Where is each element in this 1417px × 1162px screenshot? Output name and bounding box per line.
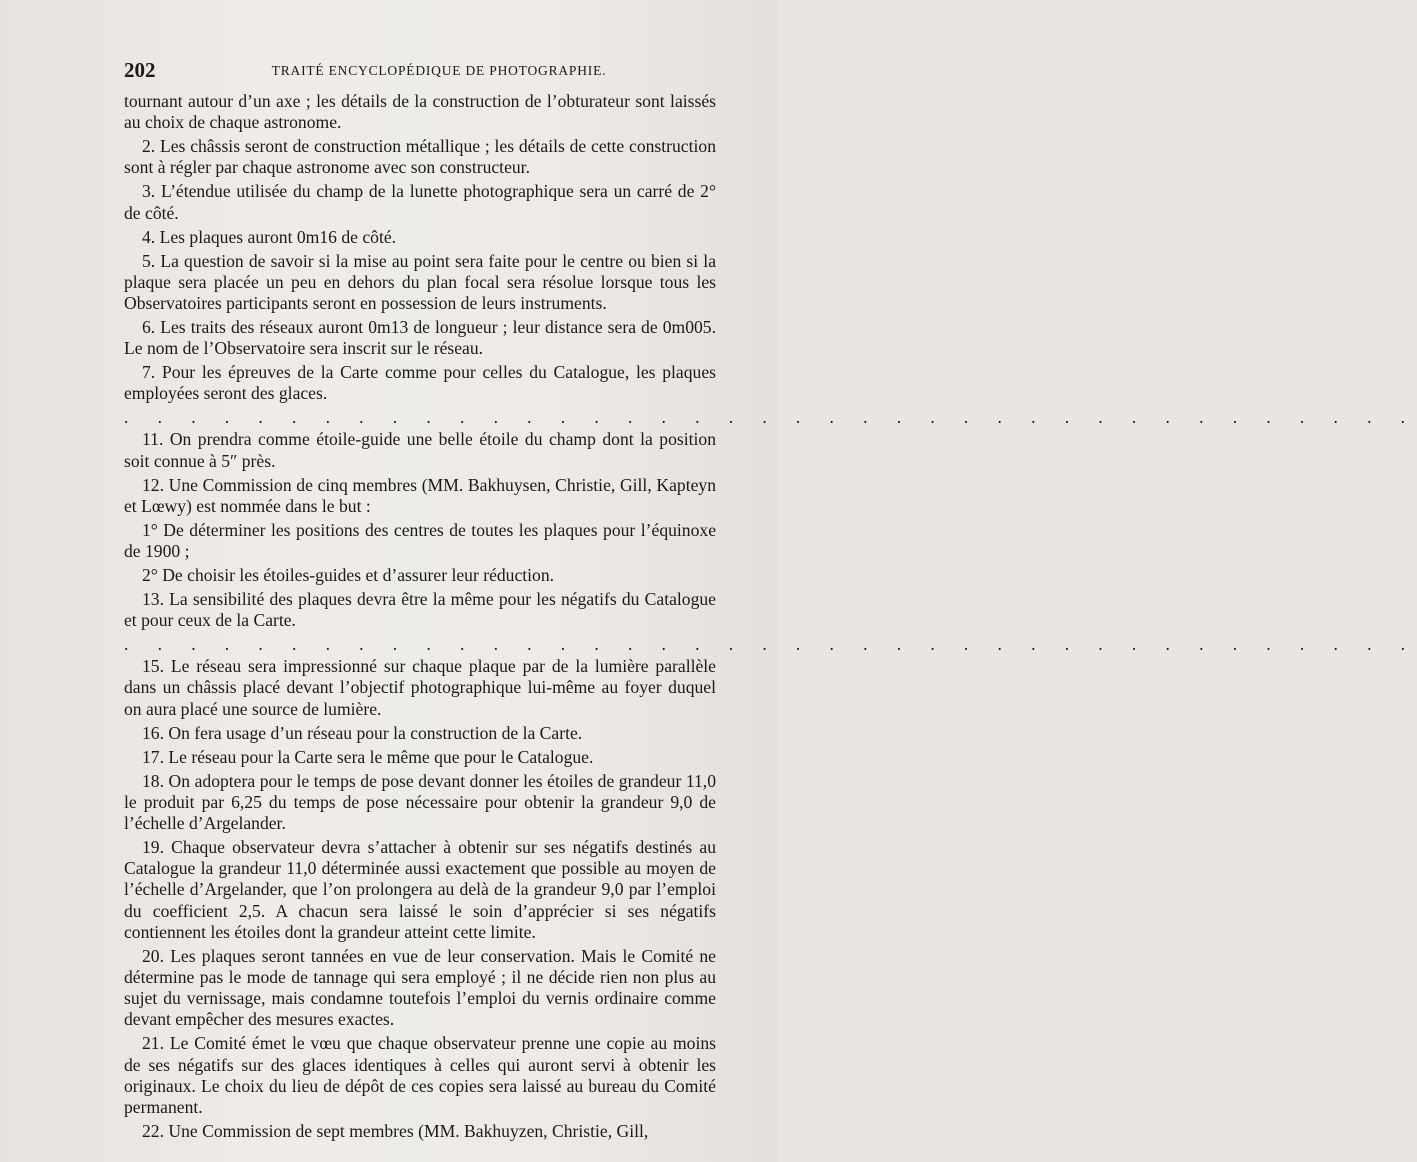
page-header	[124, 58, 716, 82]
running-title: TRAITÉ ENCYCLOPÉDIQUE DE PHOTOGRAPHIE.	[271, 63, 607, 78]
paragraph-11: 11. On prendra comme étoile-guide une belle étoile du champ dont la position soit connue à 5″ près.	[124, 429, 716, 471]
paragraph-3: 3. L’étendue utilisée du champ de la lunette photographique sera un carré de 2° de côté.	[124, 181, 716, 223]
paragraph-21: 21. Le Comité émet le vœu que chaque observateur prenne une copie au moins de ses négatifs sur des glaces identiques à celles qui auront servi à obtenir les originaux. Le choix du lieu de dépôt de ces copies sera laissé au bureau du Comité permanent.	[124, 1033, 716, 1118]
paragraph-5: 5. La question de savoir si la mise au point sera faite pour le centre ou bien si la plaque sera placée un peu en dehors du plan focal sera résolue lorsque tous les Observatoires participants seront en possession de leurs instruments.	[124, 250, 716, 314]
paragraph-12-item-1: 1° De déterminer les positions des centres de toutes les plaques pour l’équinoxe de 1900 ;	[124, 519, 716, 562]
paragraph-7: 7. Pour les épreuves de la Carte comme pour celles du Catalogue, les plaques employées seront des glaces.	[124, 362, 716, 404]
paragraph-continuation: tournant autour d’un axe ; les détails de la construction de l’obturateur sont laissés au choix de chaque astronome.	[124, 91, 716, 133]
paragraph-16: 16. On fera usage d’un réseau pour la construction de la Carte.	[142, 722, 583, 743]
paragraph-12-item-2: 2° De choisir les étoiles-guides et d’assurer leur réduction.	[142, 565, 555, 586]
paragraph-4: 4. Les plaques auront 0m16 de côté.	[142, 226, 397, 247]
paragraph-17: 17. Le réseau pour la Carte sera le même que pour le Catalogue.	[142, 746, 594, 767]
paragraph-13: 13. La sensibilité des plaques devra être la même pour les négatifs du Catalogue et pour ceux de la Carte.	[124, 589, 716, 631]
paragraph-15: 15. Le réseau sera impressionné sur chaque plaque par de la lumière parallèle dans un châssis placé devant l’objectif photographique lui-même au foyer duquel on aura placé une source de lumière.	[124, 656, 716, 719]
paragraph-18: 18. On adoptera pour le temps de pose devant donner les étoiles de grandeur 11,0 le produit par 6,25 du temps de pose nécessaire pour obtenir la grandeur 9,0 de l’échelle d’Argelander.	[124, 770, 716, 834]
paragraph-12: 12. Une Commission de cinq membres (MM. Bakhuysen, Christie, Gill, Kapteyn et Lœwy) est nommée dans le but :	[124, 474, 716, 516]
ellipsis-row: . . . . . . . . . . . . . . . . . . . . . . . . . . . . . . . . . . . . . . .	[124, 407, 1417, 428]
ellipsis-row: . . . . . . . . . . . . . . . . . . . . . . . . . . . . . . . . . . . . . . .	[124, 634, 1417, 655]
paragraph-19: 19. Chaque observateur devra s’attacher à obtenir sur ses négatifs destinés au Catalogue la grandeur 11,0 déterminée aussi exactement que possible au moyen de l’échelle d’Argelander, que l’on prolongera au delà de la grandeur 9,0 par l’emploi du coefficient 2,5. A chacun sera laissé le soin d’apprécier si ses négatifs contiennent les étoiles dont la grandeur atteint cette limite.	[124, 837, 716, 942]
paragraph-6: 6. Les traits des réseaux auront 0m13 de longueur ; leur distance sera de 0m005. Le nom de l’Observatoire sera inscrit sur le réseau.	[124, 317, 716, 359]
body-text	[124, 91, 1417, 1145]
paragraph-22: 22. Une Commission de sept membres (MM. Bakhuyzen, Christie, Gill,	[142, 1121, 649, 1142]
paragraph-20: 20. Les plaques seront tannées en vue de leur conservation. Mais le Comité ne détermine pas le mode de tannage qui sera employé ; il ne décide rien non plus au sujet du vernissage, mais condamne toutefois l’emploi du vernis ordinaire comme devant empêcher des mesures exactes.	[124, 945, 716, 1030]
page-number: 202	[124, 58, 156, 82]
paragraph-2: 2. Les châssis seront de construction métallique ; les détails de cette construction sont à régler par chaque astronome avec son constructeur.	[124, 136, 716, 178]
